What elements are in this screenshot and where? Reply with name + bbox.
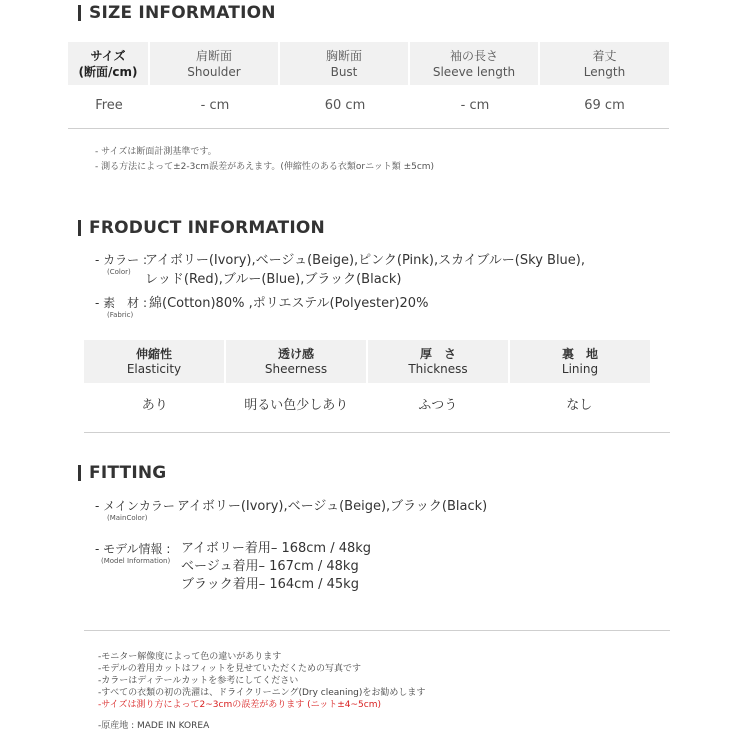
size-table (68, 42, 669, 125)
main-color-row (95, 497, 487, 522)
model-info-row (95, 540, 371, 594)
prop-header-lining (510, 340, 650, 383)
product-information-title (78, 218, 325, 238)
size-cell-bust: 60 cm (324, 97, 366, 113)
prop-header-thickness-jp: 厚 さ (419, 346, 456, 361)
color-label-text: - カラー : (95, 253, 148, 267)
footnote-2: -モデルの着用カットはフィットを見せていただくための写真です (98, 664, 361, 674)
fabric-label-sub: (Fabric) (107, 311, 134, 319)
size-header-sleeve-en: Sleeve length (432, 64, 516, 79)
size-cell-sleeve: - cm (460, 97, 490, 113)
product-information-title-text: FRODUCT INFORMATION (89, 218, 325, 238)
prop-header-thickness (368, 340, 508, 383)
property-table-divider (84, 432, 670, 433)
fitting-title-text: FITTING (89, 463, 167, 483)
prop-cell-sheerness: 明るい色少しあり (244, 397, 349, 413)
prop-header-elasticity (84, 340, 224, 383)
prop-cell-elasticity: あり (141, 397, 168, 413)
color-info-row (95, 251, 585, 289)
fitting-title (78, 463, 166, 483)
size-header-shoulder (150, 42, 278, 85)
size-header-size (68, 42, 148, 85)
size-information-title (78, 3, 276, 23)
color-value-line-1: アイボリー(Ivory),ベージュ(Beige),ピンク(Pink),スカイブルー(Sky Blue), (145, 253, 585, 268)
color-value (145, 251, 585, 289)
color-value-line-2: レッド(Red),ブルー(Blue),ブラック(Black) (145, 272, 402, 287)
model-info-label (95, 540, 181, 565)
property-table-row (84, 383, 650, 423)
prop-header-thickness-en: Thickness (408, 361, 468, 376)
model-info-line-3: ブラック着用– 164cm / 45kg (181, 577, 359, 592)
prop-header-lining-en: Lining (561, 361, 599, 376)
title-bar-accent (78, 220, 81, 236)
footnote-spacer (98, 711, 425, 720)
model-info-values (181, 540, 371, 594)
color-label-sub: (Color) (107, 268, 131, 276)
fabric-label (95, 294, 149, 319)
size-header-length-en: Length (583, 64, 626, 79)
prop-header-sheerness-jp: 透け感 (277, 346, 314, 361)
prop-header-sheerness (226, 340, 366, 383)
fabric-value: 綿(Cotton)80% ,ポリエステル(Polyester)20% (149, 296, 429, 311)
size-cell-shoulder: - cm (200, 97, 230, 113)
size-header-size-jp: サイズ (90, 48, 126, 63)
model-info-label-text: - モデル情報 : (95, 542, 171, 556)
size-cell-length: 69 cm (584, 97, 625, 113)
size-header-bust-en: Bust (330, 64, 358, 79)
title-bar-accent (78, 5, 81, 21)
model-info-line-1: アイボリー着用– 168cm / 48kg (181, 541, 372, 556)
fabric-info-row (95, 294, 428, 319)
size-note-2: - 測る方法によって±2-3cm誤差があえます。(伸縮性のある衣類orニット類 ±5cm) (95, 162, 435, 172)
size-table-divider (68, 128, 669, 129)
property-table-header (84, 340, 650, 383)
property-table (84, 340, 650, 423)
size-header-length-jp: 着丈 (592, 48, 617, 63)
footnote-size-warning: -サイズは測り方によって2~3cmの誤差があります (ニット±4~5cm) (98, 700, 382, 710)
size-header-size-en: (断面/cm) (78, 64, 138, 79)
main-color-label-sub: (MainColor) (107, 514, 148, 522)
footnote-3: -カラーはディテールカットを参考にしてください (98, 676, 299, 686)
size-note-1: - サイズは断面計測基準です。 (95, 147, 217, 157)
prop-header-elasticity-jp: 伸縮性 (135, 346, 172, 361)
size-header-bust (280, 42, 408, 85)
fitting-divider (84, 630, 670, 631)
prop-header-sheerness-en: Sheerness (264, 361, 328, 376)
size-header-shoulder-jp: 肩断面 (195, 48, 232, 63)
title-bar-accent (78, 465, 81, 481)
footnote-origin: -原産地 : MADE IN KOREA (98, 721, 210, 731)
footnotes (98, 651, 425, 732)
main-color-label (95, 497, 183, 522)
prop-cell-thickness: ふつう (418, 397, 458, 413)
size-header-length (540, 42, 669, 85)
size-notes (95, 145, 434, 175)
prop-cell-lining: なし (566, 397, 593, 413)
size-information-title-text: SIZE INFORMATION (89, 3, 276, 23)
model-info-label-sub: (Model Information) (101, 557, 171, 565)
fabric-label-text: - 素 材 : (95, 296, 148, 310)
size-header-sleeve (410, 42, 538, 85)
main-color-value: アイボリー(Ivory),ベージュ(Beige),ブラック(Black) (177, 499, 488, 514)
prop-header-elasticity-en: Elasticity (126, 361, 182, 376)
color-label (95, 251, 148, 276)
size-cell-size: Free (95, 97, 123, 113)
prop-header-lining-jp: 裏 地 (561, 346, 598, 361)
size-header-sleeve-jp: 袖の長さ (449, 48, 498, 63)
size-table-header (68, 42, 669, 85)
model-info-line-2: ベージュ着用– 167cm / 48kg (181, 559, 359, 574)
main-color-label-text: - メインカラー : (95, 499, 183, 513)
size-header-bust-jp: 胸断面 (325, 48, 362, 63)
size-table-row (68, 85, 669, 125)
footnote-4: -すべての衣類の初の洗濯は、ドライクリーニング(Dry cleaning)をお勧めします (98, 688, 426, 698)
footnote-1: -モニター解像度によって色の違いがあります (98, 652, 282, 662)
size-header-shoulder-en: Shoulder (187, 64, 241, 79)
